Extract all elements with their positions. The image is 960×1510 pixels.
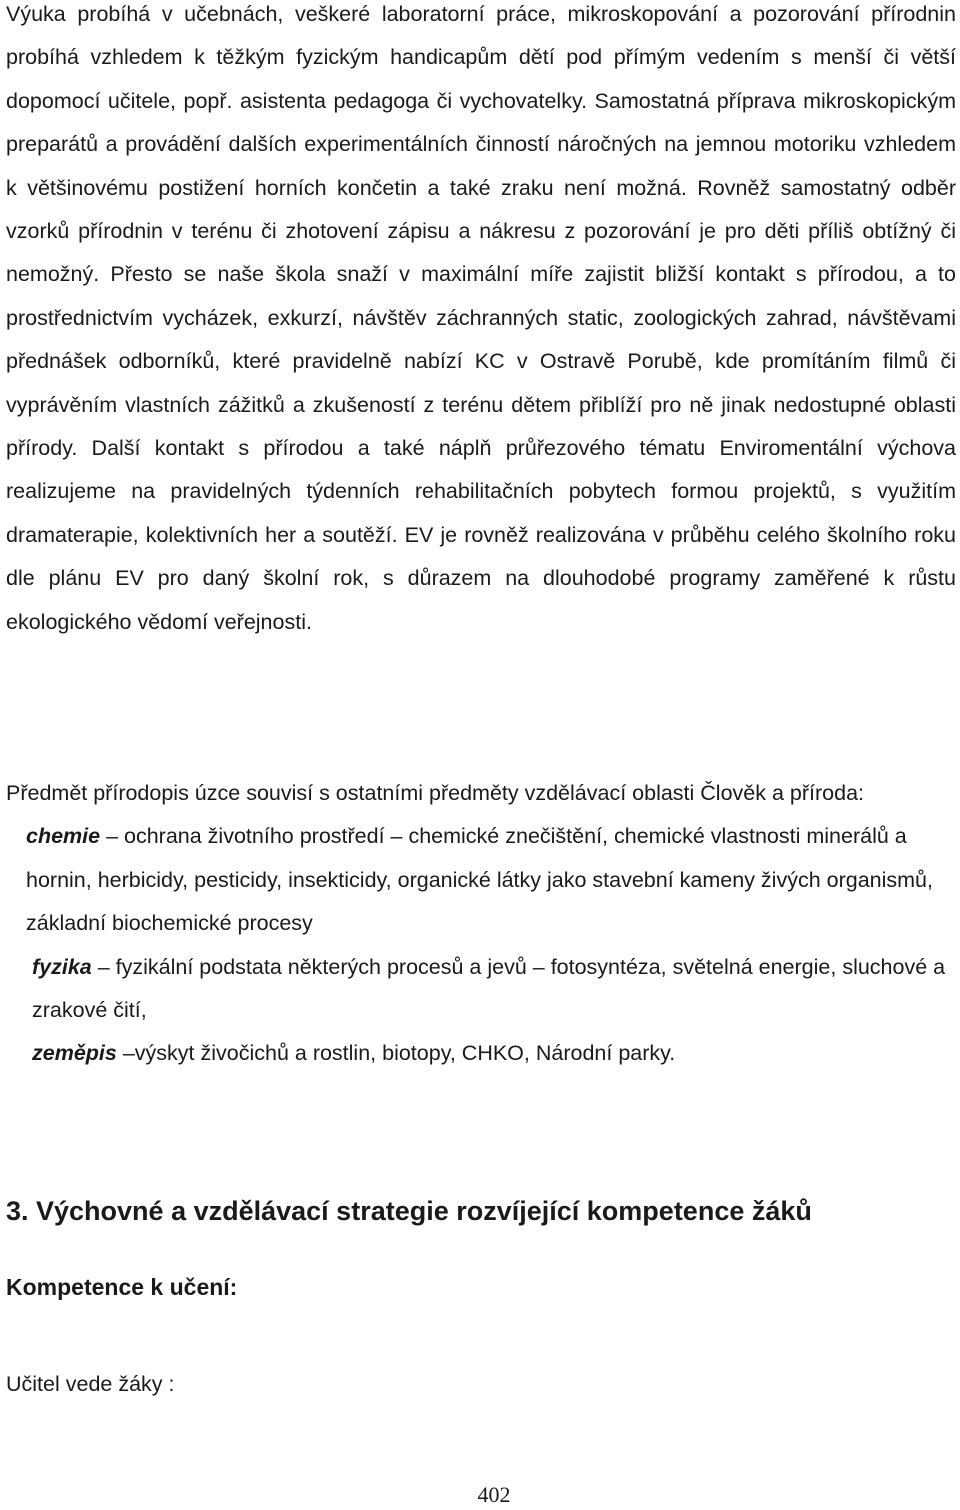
subject-chemie (6, 815, 956, 945)
subject-name: fyzika (32, 954, 92, 979)
page-number: 402 (477, 1482, 511, 1507)
teacher-line: Učitel vede žáky : (6, 1372, 175, 1396)
subject-name: chemie (26, 824, 101, 849)
subject-description: –výskyt živočichů a rostlin, biotopy, CHKO, Národní parky. (116, 1041, 676, 1066)
subject-fyzika (6, 946, 956, 1033)
subject-zemepis (6, 1032, 956, 1075)
related-subjects-block (6, 772, 956, 1076)
subject-description: – fyzikální podstata některých procesů a jevů – fotosyntéza, světelná energie, sluchové a zrakové čití, (32, 954, 946, 1023)
related-subjects-intro: Předmět přírodopis úzce souvisí s ostatními předměty vzdělávací oblasti Člověk a příroda: (6, 781, 864, 805)
document-page (6, 0, 956, 1396)
competence-heading: Kompetence k učení: (6, 1274, 238, 1300)
subject-description: – ochrana životního prostředí – chemické znečištění, chemické vlastnosti minerálů a hornin, herbicidy, pesticidy, insekticidy, organické látky jako stavební kameny živých organismů, základní biochemické procesy (26, 824, 933, 936)
subject-name: zeměpis (32, 1041, 117, 1066)
section-heading: 3. Výchovné a vzdělávací strategie rozvíjející kompetence žáků (6, 1196, 812, 1226)
intro-paragraph: Výuka probíhá v učebnách, veškeré laboratorní práce, mikroskopování a pozorování přírodnin probíhá vzhledem k těžkým fyzickým handicapům dětí pod přímým vedením s menší či větší dopomocí učitele, popř. asistenta pedagoga či vychovatelky. Samostatná příprava mikroskopickým preparátů a provádění dalších experimentálních činností náročných na jemnou motoriku vzhledem k většinovému postižení horních končetin a také zraku není možná. Rovněž samostatný odběr vzorků přírodnin v terénu či zhotovení zápisu a nákresu z pozorování je pro děti příliš obtížný či nemožný. Přesto se naše škola snaží v maximální míře zajistit bližší kontakt s přírodou, a to prostřednictvím vycházek, exkurzí, návštěv záchranných static, zoologických zahrad, návštěvami přednášek odborníků, které pravidelně nabízí KC v Ostravě Porubě, kde promítáním filmů či vyprávěním vlastních zážitků a zkušeností z terénu dětem přiblíží pro ně jinak nedostupné oblasti přírody. Další kontakt s přírodou a také náplň průřezového tématu Enviromentální výchova realizujeme na pravidelných týdenních rehabilitačních pobytech formou projektů, s využitím dramaterapie, kolektivních her a soutěží. EV je rovněž realizována v průběhu celého školního roku dle plánu EV pro daný školní rok, s důrazem na dlouhodobé programy zaměřené k růstu ekologického vědomí veřejnosti. (6, 2, 956, 634)
